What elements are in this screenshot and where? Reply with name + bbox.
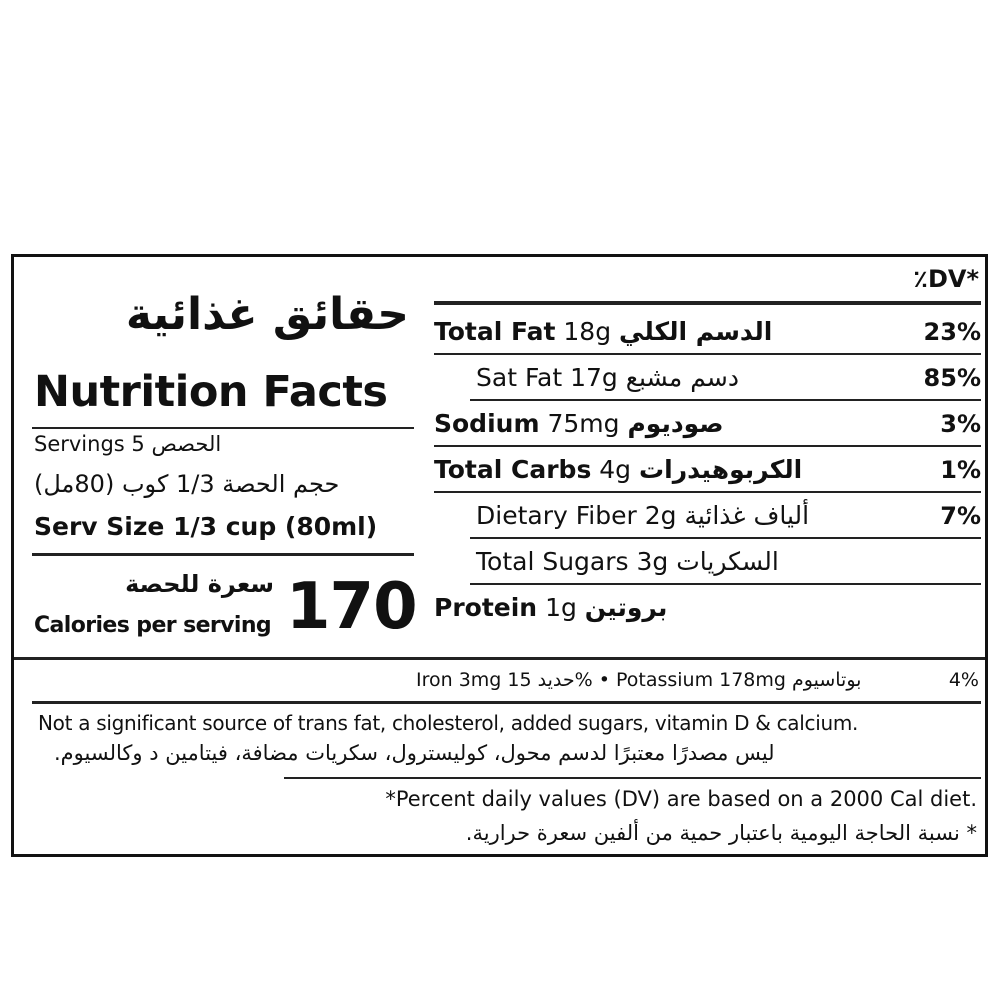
nutrient-label: Protein 1g بروتين xyxy=(434,593,668,622)
minerals-dv: 4% xyxy=(948,669,979,691)
nutrient-row-dietary-fiber xyxy=(434,493,981,539)
divider xyxy=(32,701,981,704)
nutrient-row-sodium xyxy=(434,401,981,447)
divider xyxy=(284,777,981,779)
nutrient-row-total-sugars xyxy=(434,539,981,585)
title-english: Nutrition Facts xyxy=(34,367,388,417)
nutrient-label: Total Fat 18g الدسم الكلي xyxy=(434,317,773,346)
footnote-not-significant-english: Not a significant source of trans fat, cholesterol, added sugars, vitamin D & calcium. xyxy=(38,711,859,735)
nutrient-label: Total Sugars 3g السكريات xyxy=(476,547,779,576)
nutrient-row-sat-fat xyxy=(434,355,981,401)
nutrient-dv: 1% xyxy=(940,456,981,484)
nutrient-dv: 3% xyxy=(940,410,981,438)
nutrient-row-total-fat xyxy=(434,309,981,355)
serving-size-english: Serv Size 1/3 cup (80ml) xyxy=(34,512,378,541)
nutrient-label: Dietary Fiber 2g ألياف غذائية xyxy=(476,501,810,530)
nutrient-label: Sat Fat 17g دسم مشبع xyxy=(476,363,739,392)
nutrient-dv: 85% xyxy=(923,364,981,392)
nutrient-label: Total Carbs 4g الكربوهيدرات xyxy=(434,455,803,484)
divider xyxy=(434,301,981,305)
dv-header: ٪DV* xyxy=(913,265,979,293)
calories-label-arabic: سعرة للحصة xyxy=(125,570,274,598)
footnote-not-significant-arabic: ليس مصدرًا معتبرًا لدسم محول، كوليسترول، سكريات مضافة، فيتامين د وكالسيوم. xyxy=(54,741,775,765)
calories-label-english: Calories per serving xyxy=(34,613,272,638)
nutrient-dv: 23% xyxy=(923,318,981,346)
footnote-daily-values-english: *Percent daily values (DV) are based on a 2000 Cal diet. xyxy=(385,787,977,811)
nutrient-dv: 7% xyxy=(940,502,981,530)
title-arabic: حقائق غذائية xyxy=(125,289,409,340)
minerals-text: Iron 3mg حديد 15% • Potassium 178mg بوتاسيوم xyxy=(416,669,862,691)
divider xyxy=(32,553,414,556)
nutrient-row-total-carbs xyxy=(434,447,981,493)
nutrient-label: Sodium 75mg صوديوم xyxy=(434,409,724,438)
nutrition-label xyxy=(11,254,988,857)
servings-text: Servings 5 الحصص xyxy=(34,432,222,456)
serving-size-arabic: حجم الحصة 1/3 كوب (80مل) xyxy=(34,470,340,498)
divider xyxy=(14,657,985,660)
nutrient-row-protein xyxy=(434,585,981,631)
footnote-daily-values-arabic: * نسبة الحاجة اليومية باعتبار حمية من ألفين سعرة حرارية. xyxy=(465,821,977,845)
calories-value: 170 xyxy=(286,570,417,644)
